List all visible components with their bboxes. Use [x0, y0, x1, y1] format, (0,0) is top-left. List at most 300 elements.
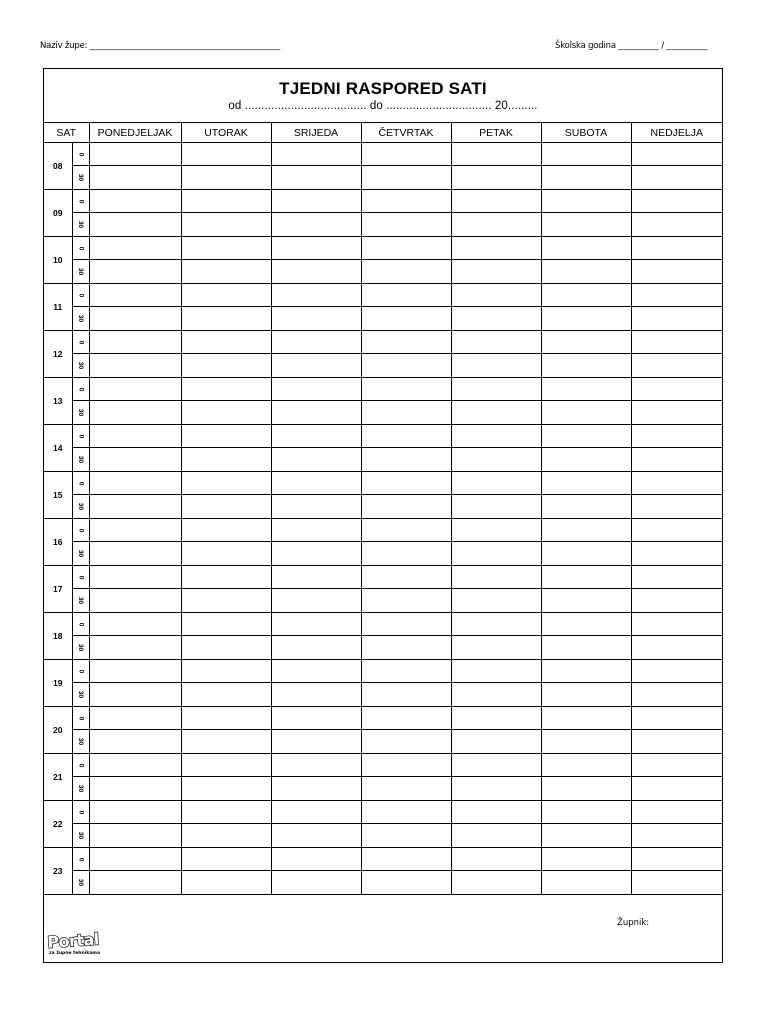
minute-label — [72, 801, 89, 824]
schedule-cell — [181, 801, 271, 824]
schedule-cell — [271, 166, 361, 190]
schedule-cell — [89, 519, 181, 542]
minute-label — [72, 848, 89, 871]
schedule-cell — [361, 683, 451, 707]
schedule-cell — [631, 401, 722, 425]
hour-label: 23 — [44, 848, 72, 895]
schedule-cell — [451, 425, 541, 448]
schedule-cell — [181, 566, 271, 589]
schedule-cell — [451, 237, 541, 260]
schedule-cell — [89, 190, 181, 213]
hour-row — [44, 801, 722, 824]
schedule-cell — [181, 448, 271, 472]
schedule-cell — [451, 378, 541, 401]
schedule-cell — [451, 260, 541, 284]
schedule-cell — [181, 260, 271, 284]
schedule-cell — [361, 307, 451, 331]
hour-label: 18 — [44, 613, 72, 660]
schedule-cell — [89, 378, 181, 401]
schedule-cell — [89, 660, 181, 683]
schedule-cell — [631, 566, 722, 589]
hour-label: 19 — [44, 660, 72, 707]
schedule-cell — [631, 871, 722, 895]
column-header: SUBOTA — [541, 123, 631, 143]
schedule-cell — [451, 495, 541, 519]
schedule-cell — [451, 683, 541, 707]
minute-label-text: 0 — [77, 575, 84, 579]
minute-label — [72, 707, 89, 730]
schedule-cell — [361, 448, 451, 472]
minute-label-text: 0 — [77, 340, 84, 344]
minute-label — [72, 237, 89, 260]
minute-label — [72, 777, 89, 801]
hour-label: 09 — [44, 190, 72, 237]
schedule-cell — [361, 636, 451, 660]
schedule-cell — [181, 378, 271, 401]
schedule-cell — [181, 542, 271, 566]
hour-row — [44, 660, 722, 683]
schedule-cell — [89, 754, 181, 777]
schedule-cell — [631, 730, 722, 754]
hour-label: 08 — [44, 143, 72, 190]
column-header: PETAK — [451, 123, 541, 143]
schedule-cell — [181, 190, 271, 213]
schedule-cell — [451, 331, 541, 354]
schedule-cell — [541, 683, 631, 707]
schedule-cell — [541, 166, 631, 190]
column-header-row — [44, 123, 722, 143]
schedule-cell — [271, 636, 361, 660]
schedule-cell — [271, 566, 361, 589]
minute-label — [72, 425, 89, 448]
minute-label — [72, 730, 89, 754]
schedule-cell — [631, 425, 722, 448]
minute-label-text: 0 — [77, 293, 84, 297]
hour-row — [44, 495, 722, 519]
schedule-cell — [541, 707, 631, 730]
schedule-cell — [89, 848, 181, 871]
schedule-cell — [181, 824, 271, 848]
schedule-cell — [631, 378, 722, 401]
schedule-cell — [541, 143, 631, 166]
hour-row — [44, 260, 722, 284]
minute-label — [72, 260, 89, 284]
hour-row — [44, 848, 722, 871]
hour-label: 16 — [44, 519, 72, 566]
schedule-cell — [541, 260, 631, 284]
schedule-cell — [631, 707, 722, 730]
schedule-cell — [361, 660, 451, 683]
schedule-cell — [89, 143, 181, 166]
hour-row — [44, 213, 722, 237]
hour-label: 15 — [44, 472, 72, 519]
minute-label-text: 0 — [77, 716, 84, 720]
hour-label: 17 — [44, 566, 72, 613]
schedule-cell — [361, 519, 451, 542]
schedule-cell — [271, 425, 361, 448]
column-header: SRIJEDA — [271, 123, 361, 143]
hour-row — [44, 472, 722, 495]
schedule-cell — [451, 519, 541, 542]
schedule-cell — [451, 660, 541, 683]
minute-label — [72, 519, 89, 542]
hour-row — [44, 589, 722, 613]
schedule-cell — [271, 683, 361, 707]
schedule-cell — [89, 730, 181, 754]
schedule-cell — [541, 519, 631, 542]
schedule-cell — [181, 166, 271, 190]
schedule-cell — [631, 683, 722, 707]
hour-row — [44, 636, 722, 660]
schedule-cell — [89, 542, 181, 566]
schedule-cell — [361, 824, 451, 848]
school-year-field: Školska godina __________ / __________ — [555, 41, 708, 51]
schedule-cell — [451, 848, 541, 871]
schedule-cell — [541, 848, 631, 871]
schedule-form — [43, 68, 723, 963]
minute-label-text: 30 — [76, 549, 84, 558]
schedule-cell — [361, 589, 451, 613]
minute-label-text: 30 — [76, 690, 84, 699]
minute-label-text: 30 — [76, 643, 84, 652]
column-header: PONEDJELJAK — [89, 123, 181, 143]
hour-label: 13 — [44, 378, 72, 425]
schedule-cell — [361, 495, 451, 519]
schedule-cell — [631, 636, 722, 660]
schedule-cell — [89, 871, 181, 895]
schedule-cell — [271, 378, 361, 401]
schedule-cell — [631, 589, 722, 613]
schedule-cell — [181, 519, 271, 542]
schedule-cell — [631, 307, 722, 331]
hour-label: 14 — [44, 425, 72, 472]
hour-row — [44, 542, 722, 566]
minute-label — [72, 472, 89, 495]
schedule-cell — [89, 307, 181, 331]
schedule-cell — [541, 448, 631, 472]
schedule-table — [44, 123, 722, 895]
schedule-cell — [181, 401, 271, 425]
minute-label-text: 0 — [77, 669, 84, 673]
schedule-cell — [361, 542, 451, 566]
schedule-cell — [541, 589, 631, 613]
minute-label — [72, 754, 89, 777]
minute-label — [72, 613, 89, 636]
schedule-cell — [631, 331, 722, 354]
schedule-cell — [271, 284, 361, 307]
schedule-cell — [181, 613, 271, 636]
schedule-cell — [181, 495, 271, 519]
schedule-cell — [89, 683, 181, 707]
schedule-cell — [451, 448, 541, 472]
minute-label — [72, 589, 89, 613]
schedule-cell — [541, 237, 631, 260]
schedule-cell — [89, 495, 181, 519]
schedule-cell — [541, 801, 631, 824]
minute-label — [72, 354, 89, 378]
pastor-signature-label: Župnik: — [617, 918, 650, 928]
schedule-cell — [361, 566, 451, 589]
schedule-cell — [181, 425, 271, 448]
schedule-cell — [271, 589, 361, 613]
schedule-body — [44, 143, 722, 895]
schedule-cell — [271, 472, 361, 495]
schedule-cell — [271, 260, 361, 284]
schedule-cell — [361, 754, 451, 777]
schedule-cell — [361, 707, 451, 730]
minute-label-text: 0 — [77, 622, 84, 626]
minute-label-text: 30 — [76, 361, 84, 370]
minute-label-text: 30 — [76, 878, 84, 887]
hour-label: 20 — [44, 707, 72, 754]
schedule-cell — [271, 237, 361, 260]
schedule-cell — [451, 566, 541, 589]
schedule-cell — [541, 213, 631, 237]
schedule-cell — [451, 166, 541, 190]
column-header: NEDJELJA — [631, 123, 722, 143]
schedule-cell — [631, 801, 722, 824]
schedule-cell — [361, 143, 451, 166]
schedule-cell — [181, 331, 271, 354]
schedule-cell — [181, 636, 271, 660]
schedule-cell — [89, 777, 181, 801]
minute-label-text: 30 — [76, 455, 84, 464]
schedule-cell — [181, 237, 271, 260]
minute-label-text: 30 — [76, 737, 84, 746]
schedule-cell — [631, 754, 722, 777]
date-range-line: od ..................................... do ................................ 20......... — [228, 100, 538, 112]
minute-label — [72, 495, 89, 519]
minute-label — [72, 143, 89, 166]
schedule-cell — [181, 683, 271, 707]
schedule-cell — [361, 237, 451, 260]
schedule-cell — [631, 848, 722, 871]
schedule-cell — [181, 213, 271, 237]
minute-label-text: 30 — [76, 314, 84, 323]
minute-label-text: 30 — [76, 502, 84, 511]
schedule-cell — [451, 284, 541, 307]
minute-label-text: 0 — [77, 857, 84, 861]
schedule-cell — [631, 472, 722, 495]
schedule-cell — [271, 730, 361, 754]
schedule-cell — [361, 354, 451, 378]
schedule-cell — [89, 213, 181, 237]
schedule-cell — [451, 143, 541, 166]
minute-label-text: 0 — [77, 810, 84, 814]
schedule-cell — [271, 707, 361, 730]
schedule-cell — [361, 425, 451, 448]
schedule-cell — [541, 354, 631, 378]
minute-label — [72, 636, 89, 660]
schedule-cell — [631, 824, 722, 848]
schedule-cell — [361, 801, 451, 824]
schedule-cell — [89, 237, 181, 260]
schedule-cell — [451, 542, 541, 566]
minute-label-text: 0 — [77, 199, 84, 203]
schedule-cell — [451, 707, 541, 730]
hour-label: 11 — [44, 284, 72, 331]
column-header: UTORAK — [181, 123, 271, 143]
hour-row — [44, 237, 722, 260]
minute-label-text: 30 — [76, 596, 84, 605]
minute-label-text: 0 — [77, 434, 84, 438]
schedule-cell — [451, 871, 541, 895]
schedule-cell — [631, 143, 722, 166]
schedule-cell — [89, 636, 181, 660]
hour-row — [44, 613, 722, 636]
schedule-cell — [89, 425, 181, 448]
minute-label — [72, 660, 89, 683]
schedule-cell — [181, 472, 271, 495]
schedule-cell — [361, 190, 451, 213]
schedule-cell — [181, 284, 271, 307]
schedule-cell — [271, 519, 361, 542]
schedule-cell — [89, 801, 181, 824]
schedule-cell — [361, 848, 451, 871]
schedule-cell — [541, 660, 631, 683]
schedule-cell — [631, 284, 722, 307]
hour-row — [44, 166, 722, 190]
schedule-cell — [451, 472, 541, 495]
schedule-cell — [541, 871, 631, 895]
schedule-cell — [631, 660, 722, 683]
schedule-cell — [361, 401, 451, 425]
schedule-cell — [541, 495, 631, 519]
schedule-cell — [451, 589, 541, 613]
hour-row — [44, 331, 722, 354]
schedule-cell — [631, 190, 722, 213]
schedule-cell — [451, 401, 541, 425]
hour-row — [44, 143, 722, 166]
minute-label-text: 0 — [77, 387, 84, 391]
schedule-cell — [541, 824, 631, 848]
schedule-cell — [271, 190, 361, 213]
minute-label-text: 0 — [77, 481, 84, 485]
schedule-cell — [271, 331, 361, 354]
schedule-cell — [361, 613, 451, 636]
schedule-cell — [271, 213, 361, 237]
schedule-cell — [89, 166, 181, 190]
hour-row — [44, 284, 722, 307]
schedule-cell — [451, 801, 541, 824]
schedule-cell — [451, 824, 541, 848]
schedule-cell — [181, 848, 271, 871]
hour-row — [44, 871, 722, 895]
schedule-cell — [541, 190, 631, 213]
minute-label — [72, 213, 89, 237]
schedule-cell — [541, 542, 631, 566]
schedule-cell — [631, 519, 722, 542]
schedule-cell — [361, 378, 451, 401]
hour-row — [44, 683, 722, 707]
schedule-cell — [451, 213, 541, 237]
minute-label-text: 30 — [76, 784, 84, 793]
schedule-cell — [89, 824, 181, 848]
schedule-cell — [271, 871, 361, 895]
schedule-cell — [361, 260, 451, 284]
schedule-cell — [271, 824, 361, 848]
schedule-cell — [541, 566, 631, 589]
minute-label-text: 30 — [76, 267, 84, 276]
schedule-cell — [361, 213, 451, 237]
schedule-cell — [181, 307, 271, 331]
hour-label: 22 — [44, 801, 72, 848]
schedule-cell — [361, 331, 451, 354]
schedule-cell — [181, 589, 271, 613]
schedule-cell — [541, 754, 631, 777]
schedule-cell — [271, 448, 361, 472]
schedule-cell — [271, 354, 361, 378]
minute-label — [72, 166, 89, 190]
schedule-cell — [181, 707, 271, 730]
schedule-cell — [361, 871, 451, 895]
schedule-cell — [361, 284, 451, 307]
minute-label-text: 30 — [76, 173, 84, 182]
minute-label — [72, 542, 89, 566]
schedule-cell — [541, 777, 631, 801]
form-title: TJEDNI RASPORED SATI — [279, 79, 487, 98]
minute-label — [72, 824, 89, 848]
schedule-cell — [181, 730, 271, 754]
schedule-cell — [89, 401, 181, 425]
schedule-cell — [451, 636, 541, 660]
minute-label — [72, 871, 89, 895]
minute-label-text: 30 — [76, 831, 84, 840]
hour-label: 12 — [44, 331, 72, 378]
parish-name-field: Naziv župe: _______________________________________________ — [40, 41, 281, 51]
schedule-cell — [541, 613, 631, 636]
minute-label — [72, 448, 89, 472]
schedule-cell — [89, 448, 181, 472]
schedule-cell — [631, 613, 722, 636]
schedule-cell — [181, 354, 271, 378]
hour-row — [44, 448, 722, 472]
schedule-cell — [361, 777, 451, 801]
hour-row — [44, 190, 722, 213]
minute-label — [72, 284, 89, 307]
schedule-cell — [451, 354, 541, 378]
schedule-cell — [631, 237, 722, 260]
schedule-cell — [181, 143, 271, 166]
hour-row — [44, 754, 722, 777]
minute-label-text: 0 — [77, 763, 84, 767]
schedule-cell — [451, 613, 541, 636]
logo-tagline: za župne tehnikama — [49, 951, 100, 956]
schedule-cell — [89, 589, 181, 613]
hour-row — [44, 566, 722, 589]
minute-label-text: 0 — [77, 246, 84, 250]
schedule-cell — [631, 260, 722, 284]
schedule-cell — [451, 190, 541, 213]
schedule-cell — [89, 260, 181, 284]
column-header: ČETVRTAK — [361, 123, 451, 143]
schedule-cell — [541, 284, 631, 307]
logo-wordmark: Portal — [46, 929, 100, 952]
schedule-cell — [631, 495, 722, 519]
minute-label — [72, 331, 89, 354]
hour-row — [44, 519, 722, 542]
schedule-cell — [89, 354, 181, 378]
portal-logo — [46, 929, 108, 961]
hour-label: 21 — [44, 754, 72, 801]
schedule-cell — [271, 143, 361, 166]
hour-row — [44, 307, 722, 331]
schedule-cell — [89, 613, 181, 636]
schedule-cell — [541, 331, 631, 354]
minute-label-text: 0 — [77, 152, 84, 156]
schedule-cell — [271, 495, 361, 519]
schedule-cell — [271, 307, 361, 331]
